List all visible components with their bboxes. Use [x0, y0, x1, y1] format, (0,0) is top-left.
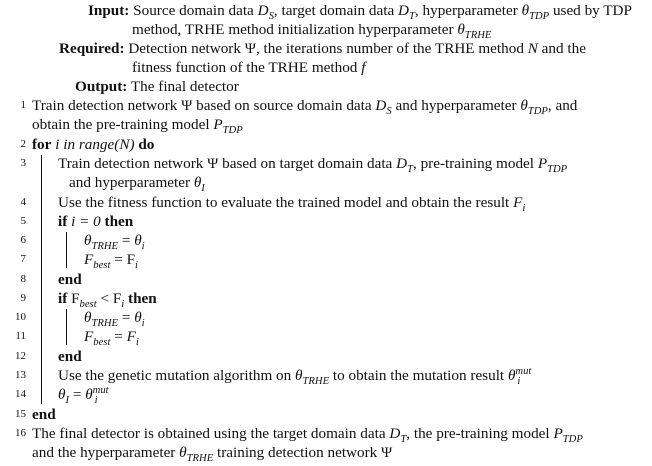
- sym-s: S: [268, 11, 274, 23]
- input-text-c: , hyperparameter: [414, 2, 522, 19]
- step-text: , pre-training model: [412, 155, 538, 172]
- sym-theta: θ: [84, 309, 92, 326]
- sym-tdp: TDP: [562, 434, 583, 446]
- sym-i: i: [94, 395, 98, 407]
- input-keyword: Input:: [88, 2, 130, 19]
- sym-d: D: [375, 97, 387, 114]
- output-text: The final detector: [130, 78, 239, 95]
- step-text: , the pre-training model: [406, 425, 554, 442]
- required-text-2: fitness function of the TRHE method: [132, 59, 362, 76]
- input-line-2: [132, 21, 492, 42]
- sym-s: S: [386, 106, 392, 118]
- required-keyword: Required:: [59, 40, 125, 57]
- line-number: 9: [20, 292, 26, 304]
- sym-theta: θ: [134, 309, 142, 326]
- step-text: Use the fitness function to evaluate the trained model and obtain the result: [58, 194, 514, 211]
- if-block-bar: [66, 309, 67, 345]
- step-5-if: [58, 213, 133, 230]
- if-keyword: if: [58, 290, 68, 307]
- line-number: 10: [15, 311, 26, 323]
- sym-t: T: [407, 164, 413, 176]
- sym-i: i: [121, 299, 125, 311]
- required-line-2: [132, 59, 365, 76]
- input-text-a: Source domain data: [133, 2, 258, 19]
- sym-theta: θ: [507, 367, 516, 384]
- sym-theta: θ: [193, 174, 202, 191]
- required-text-1: Detection network Ψ, the iterations number of the TRHE method: [128, 40, 528, 57]
- sym-trhe: TRHE: [464, 30, 492, 42]
- sym-theta: θ: [134, 232, 142, 249]
- sym-d: D: [257, 2, 269, 19]
- sym-f-cap: F: [126, 328, 136, 345]
- output-line: [75, 78, 239, 95]
- step-3-cont: [69, 174, 205, 195]
- step-16-cont: [32, 444, 393, 465]
- step-text: Use the genetic mutation algorithm on: [58, 367, 296, 384]
- sym-d: D: [389, 425, 401, 442]
- line-number: 16: [15, 427, 26, 439]
- sym-trhe: TRHE: [186, 453, 214, 465]
- step-8-end: end: [58, 271, 82, 288]
- sym-mut: mut: [92, 384, 109, 396]
- sym-d: D: [396, 155, 408, 172]
- step-text: The final detector is obtained using the target domain data: [32, 425, 390, 442]
- line-number: 1: [20, 99, 26, 111]
- then-keyword: then: [104, 213, 134, 230]
- line-number: 11: [15, 330, 26, 342]
- line-number: 12: [15, 350, 26, 362]
- equals: =: [110, 328, 127, 345]
- if-keyword: if: [58, 213, 68, 230]
- sym-d: D: [398, 2, 409, 19]
- loop-range: i in range(N): [55, 136, 135, 153]
- sym-f-cap: F: [84, 251, 94, 268]
- equals: =: [118, 309, 135, 326]
- sym-tdp: TDP: [547, 164, 568, 176]
- sym-t: T: [400, 434, 407, 446]
- sym-theta: θ: [295, 367, 303, 384]
- step-text: and hyperparameter: [391, 97, 521, 114]
- sym-best: best: [93, 337, 111, 349]
- sym-tdp: TDP: [222, 125, 243, 137]
- sym-i: i: [522, 203, 526, 215]
- equals: =: [118, 232, 135, 249]
- step-text: Train detection network Ψ based on source domain data: [32, 97, 376, 114]
- line-number: 3: [20, 157, 26, 169]
- step-9-if: [58, 290, 157, 311]
- step-14: [58, 384, 109, 407]
- line-number: 2: [20, 138, 26, 150]
- required-line-1: [59, 40, 586, 57]
- step-text: obtain the pre-training model: [32, 116, 214, 133]
- sym-theta: θ: [58, 386, 66, 403]
- sym-theta: θ: [84, 232, 92, 249]
- condition-text: < F: [96, 290, 122, 307]
- step-6: [84, 232, 145, 253]
- step-16: [32, 425, 583, 446]
- line-number: 4: [20, 196, 26, 208]
- step-text: to obtain the mutation result: [329, 367, 508, 384]
- step-11: [84, 328, 139, 349]
- sym-trhe: TRHE: [302, 376, 330, 388]
- step-text: training detection network Ψ: [213, 444, 393, 461]
- line-number: 15: [15, 408, 26, 420]
- sym-i: i: [517, 376, 521, 388]
- sym-i-cap: I: [201, 183, 205, 195]
- sym-i: i: [135, 260, 138, 272]
- input-text-d: used by TDP: [549, 2, 632, 19]
- output-keyword: Output:: [75, 78, 128, 95]
- sym-f-cap: F: [513, 194, 523, 211]
- step-3: [58, 155, 568, 176]
- line-number: 7: [20, 253, 26, 265]
- sym-i: i: [141, 318, 145, 330]
- sym-i-cap: I: [65, 395, 70, 407]
- sym-trhe: TRHE: [91, 241, 119, 253]
- input-text-2a: method, TRHE method initialization hyperparameter: [132, 21, 458, 38]
- sym-theta: θ: [457, 21, 465, 38]
- step-4: [58, 194, 526, 215]
- step-text: and hyperparameter: [69, 174, 194, 191]
- step-text: , and: [547, 97, 578, 114]
- step-12-end: end: [58, 348, 82, 365]
- step-text: and the hyperparameter: [32, 444, 180, 461]
- sym-f: f: [361, 59, 366, 76]
- condition-text: F: [71, 290, 80, 307]
- step-1-cont: [32, 116, 243, 137]
- sym-theta: θ: [521, 2, 530, 19]
- sym-trhe: TRHE: [91, 318, 119, 330]
- input-text-b: , target domain data: [273, 2, 399, 19]
- sym-tdp: TDP: [529, 11, 550, 23]
- sym-theta: θ: [179, 444, 187, 461]
- sym-best: best: [79, 299, 97, 311]
- step-10: [84, 309, 145, 330]
- if-block-bar: [66, 232, 67, 268]
- line-number: 6: [20, 234, 26, 246]
- for-keyword: for: [32, 136, 52, 153]
- sym-best: best: [93, 260, 111, 272]
- sym-p: P: [553, 425, 563, 442]
- sym-tdp: TDP: [527, 106, 548, 118]
- do-keyword: do: [138, 136, 155, 153]
- for-block-bar: [41, 155, 42, 404]
- sym-i: i: [141, 241, 145, 253]
- line-number: 5: [20, 215, 26, 227]
- step-2-for: [32, 136, 154, 153]
- equals: = F: [110, 251, 136, 268]
- sym-i: i: [135, 337, 139, 349]
- if-condition: i = 0: [71, 213, 101, 230]
- input-line-1: [88, 2, 632, 23]
- sym-p: P: [213, 116, 223, 133]
- sym-t: T: [408, 11, 415, 23]
- step-text: Train detection network Ψ based on target domain data: [58, 155, 397, 172]
- line-number: 13: [15, 369, 26, 381]
- sym-theta: θ: [85, 386, 93, 403]
- step-15-end: end: [32, 406, 56, 423]
- step-13: [58, 365, 532, 388]
- sym-n: N: [527, 40, 538, 57]
- step-7: [84, 251, 138, 272]
- line-number: 8: [20, 273, 26, 285]
- step-1: [32, 97, 578, 118]
- sym-theta: θ: [520, 97, 528, 114]
- sym-p: P: [537, 155, 548, 172]
- equals: =: [69, 386, 86, 403]
- required-text-1b: and the: [537, 40, 586, 57]
- sym-mut: mut: [515, 365, 532, 377]
- sym-f-cap: F: [84, 328, 94, 345]
- then-keyword: then: [128, 290, 157, 307]
- line-number: 14: [15, 388, 26, 400]
